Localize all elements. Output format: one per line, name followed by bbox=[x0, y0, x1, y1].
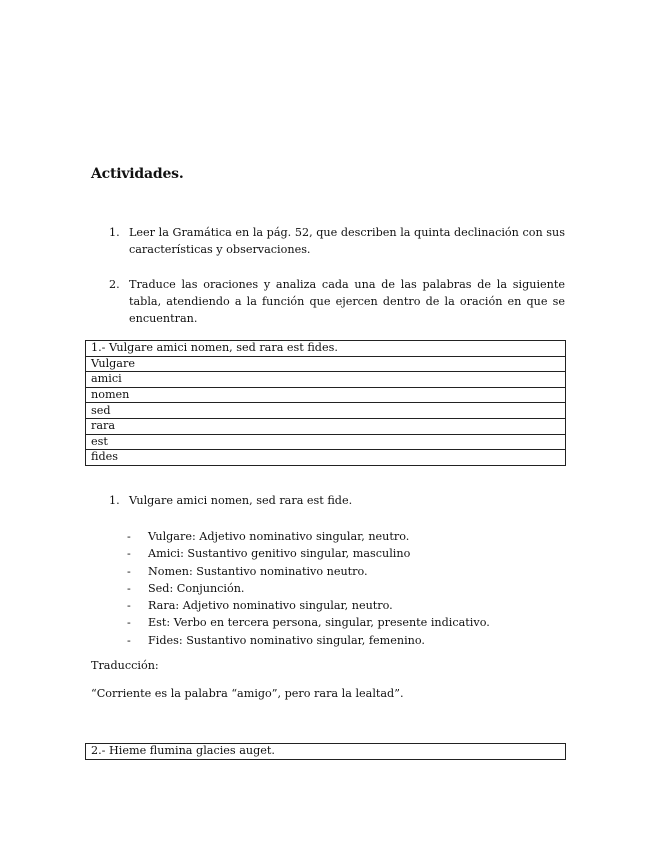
activity-number: 1. bbox=[109, 226, 120, 239]
dash-bullet: - bbox=[127, 599, 131, 613]
list-item bbox=[127, 580, 490, 597]
dash-bullet: - bbox=[127, 616, 131, 630]
table-cell: est bbox=[86, 434, 566, 450]
activity-text: Leer la Gramática en la pág. 52, que describen la quinta declinación con sus características y observaciones. bbox=[129, 226, 565, 256]
table-cell: fides bbox=[86, 450, 566, 466]
table-cell: rara bbox=[86, 418, 566, 434]
table-row bbox=[86, 387, 566, 403]
activity-item-1 bbox=[109, 224, 565, 258]
table-header-cell: 1.- Vulgare amici nomen, sed rara est fides. bbox=[86, 341, 566, 357]
table-header-row bbox=[86, 744, 566, 760]
dash-bullet: - bbox=[127, 633, 131, 647]
analysis-text: Est: Verbo en tercera persona, singular, presente indicativo. bbox=[148, 616, 490, 630]
table-cell: Vulgare bbox=[86, 356, 566, 372]
dash-bullet: - bbox=[127, 581, 131, 595]
table-row bbox=[86, 434, 566, 450]
dash-bullet: - bbox=[127, 547, 131, 561]
list-item bbox=[127, 632, 490, 649]
sentence-1 bbox=[109, 492, 565, 509]
table-cell: nomen bbox=[86, 387, 566, 403]
analysis-list bbox=[127, 528, 490, 649]
activity-text: Traduce las oraciones y analiza cada una de las palabras de la siguiente tabla, atendiendo a la función que ejercen dentro de la oración en que se encuentran. bbox=[129, 278, 565, 325]
translation-label: Traducción: bbox=[91, 659, 159, 672]
analysis-text: Vulgare: Adjetivo nominativo singular, neutro. bbox=[148, 530, 410, 543]
table-header-cell: 2.- Hieme flumina glacies auget. bbox=[86, 744, 566, 760]
table-row bbox=[86, 450, 566, 466]
analysis-text: Nomen: Sustantivo nominativo neutro. bbox=[148, 564, 368, 578]
sentence-table-2 bbox=[85, 743, 566, 760]
translation-text: “Corriente es la palabra “amigo”, pero rara la lealtad”. bbox=[91, 687, 404, 700]
table-row bbox=[86, 372, 566, 388]
table-row bbox=[86, 403, 566, 419]
dash-bullet: - bbox=[127, 564, 131, 578]
analysis-text: Fides: Sustantivo nominativo singular, femenino. bbox=[148, 633, 425, 647]
dash-bullet: - bbox=[127, 530, 131, 543]
list-item bbox=[127, 545, 490, 562]
activity-item-2 bbox=[109, 276, 565, 327]
table-row bbox=[86, 418, 566, 434]
activity-number: 2. bbox=[109, 278, 120, 291]
table-header-row bbox=[86, 341, 566, 357]
list-item bbox=[127, 563, 490, 580]
analysis-text: Sed: Conjunción. bbox=[148, 581, 245, 595]
table-row bbox=[86, 356, 566, 372]
page-title: Actividades. bbox=[91, 166, 184, 182]
analysis-text: Amici: Sustantivo genitivo singular, masculino bbox=[148, 547, 411, 561]
list-item bbox=[127, 528, 490, 545]
analysis-text: Rara: Adjetivo nominativo singular, neutro. bbox=[148, 599, 393, 613]
list-item bbox=[127, 614, 490, 631]
list-item bbox=[127, 597, 490, 614]
sentence-number: 1. bbox=[109, 494, 120, 507]
sentence-text: Vulgare amici nomen, sed rara est fide. bbox=[129, 494, 353, 507]
sentence-table-1 bbox=[85, 340, 566, 466]
table-cell: sed bbox=[86, 403, 566, 419]
table-cell: amici bbox=[86, 372, 566, 388]
